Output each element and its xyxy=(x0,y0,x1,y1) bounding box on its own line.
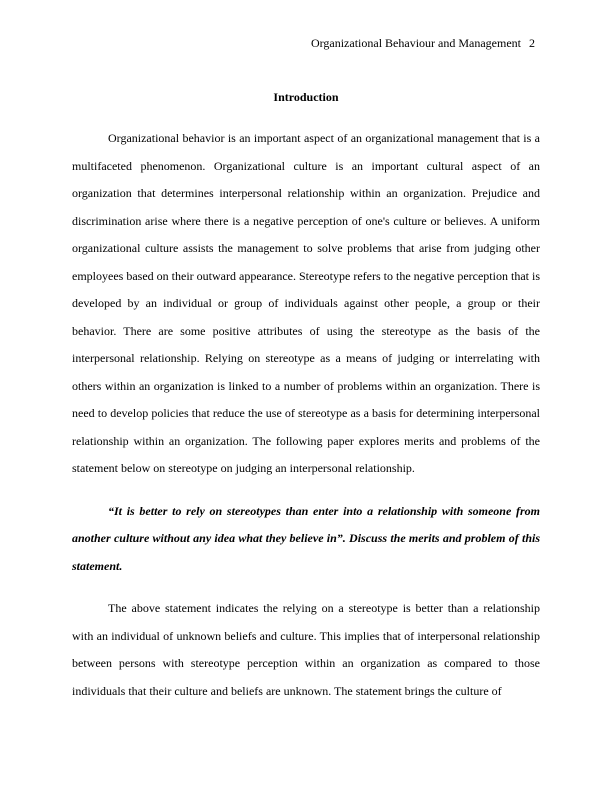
running-head-title: Organizational Behaviour and Management xyxy=(310,36,521,50)
running-head xyxy=(311,36,535,50)
document-body xyxy=(72,89,540,705)
intro-paragraph: Organizational behavior is an important aspect of an organizational management that is a multifaceted phenomenon. Organizational culture is an important cultural aspect of an organization that determines interpersonal relationship within an organization. Prejudice and discrimination arise where there is a negative perception of one's culture or believes. A uniform organizational culture assists the management to solve problems that arise from judging other employees based on their outward appearance. Stereotype refers to the negative perception that is developed by an individual or group of individuals against other people, a group or their behavior. There are some positive attributes of using the stereotype as the basis of the interpersonal relationship. Relying on stereotype as a means of judging or interrelating with others within an organization is linked to a number of problems within an organization. There is need to develop policies that reduce the use of stereotype as a basis for determining interpersonal relationship within an organization. The following paper explores merits and problems of the statement below on stereotype on judging an interpersonal relationship. xyxy=(72,131,540,475)
discussion-paragraph: The above statement indicates the relying on a stereotype is better than a relationship with an individual of unknown beliefs and culture. This implies that of interpersonal relationship between persons with stereotype perception within an organization as compared to those individuals that their culture and beliefs are unknown. The statement brings the culture of xyxy=(72,601,540,698)
section-heading: Introduction xyxy=(273,90,339,104)
page-number: 2 xyxy=(529,36,535,50)
quoted-statement: “It is better to rely on stereotypes than enter into a relationship with someone from another culture without any idea what they believe in”. Discuss the merits and problem of this statement. xyxy=(72,503,540,573)
